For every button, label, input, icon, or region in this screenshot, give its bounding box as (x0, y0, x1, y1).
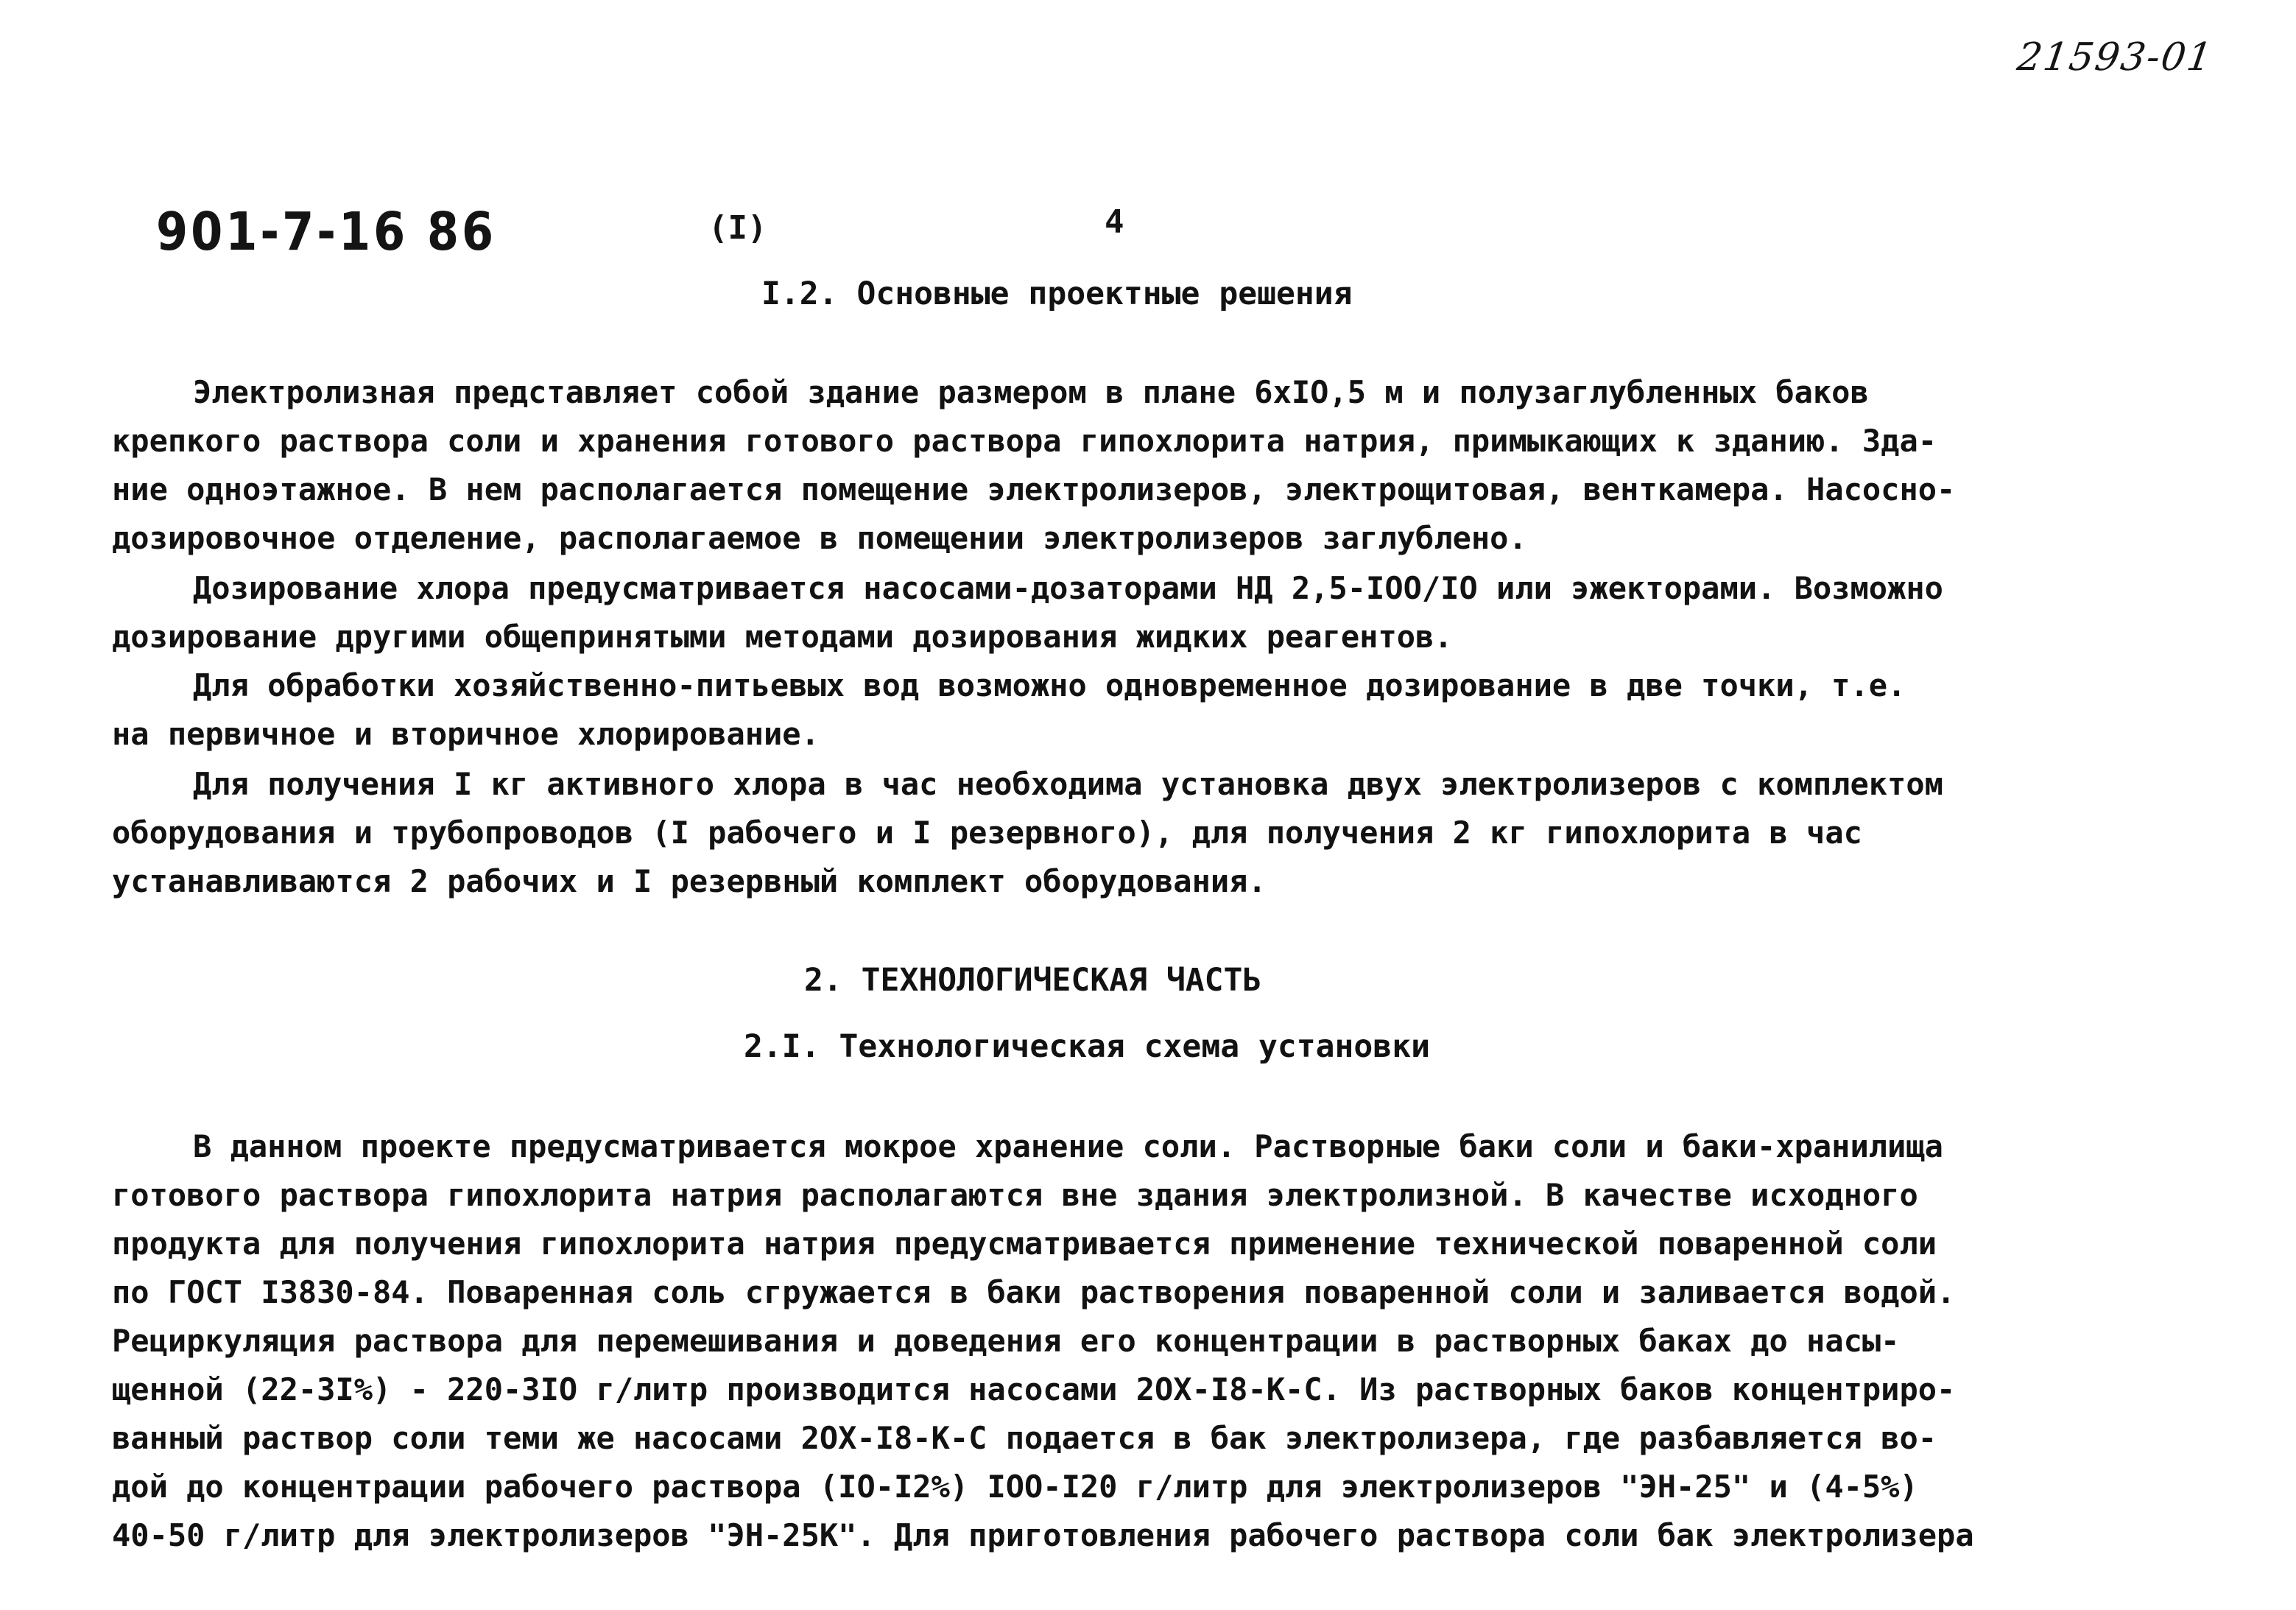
paragraph-line: Электролизная представляет собой здание размером в плане 6хIO,5 м и полузаглубленных баков (193, 374, 1869, 410)
paragraph-line: Для получения I кг активного хлора в час необходима установка двух электролизеров с комплектом (193, 766, 1943, 802)
section-heading: I.2. Основные проектные решения (761, 275, 1353, 312)
paragraph-line: ванный раствор соли теми же насосами 2ОХ-I8-К-С подается в бак электролизера, где разбавляется во- (112, 1420, 1937, 1456)
paragraph-line: на первичное и вторичное хлорирование. (112, 716, 820, 752)
paragraph-line: продукта для получения гипохлорита натрия предусматривается применение технической поваренной соли (112, 1226, 1937, 1262)
section-heading: 2. ТЕХНОЛОГИЧЕСКАЯ ЧАСТЬ (804, 962, 1262, 999)
paragraph-line: готового раствора гипохлорита натрия располагаются вне здания электролизной. В качестве исходного (112, 1177, 1918, 1213)
paragraph-line: по ГОСТ I3830-84. Поваренная соль сгружается в баки растворения поваренной соли и заливается водой. (112, 1274, 1956, 1310)
paragraph-line: дозировочное отделение, располагаемое в помещении электролизеров заглублено. (112, 520, 1527, 556)
document-part: (I) (708, 209, 767, 247)
page-number: 4 (1105, 203, 1124, 241)
paragraph-line: крепкого раствора соли и хранения готового раствора гипохлорита натрия, примыкающих к зданию. Зда- (112, 423, 1937, 459)
paragraph-line: ние одноэтажное. В нем располагается помещение электролизеров, электрощитовая, венткамера. Насосно- (112, 471, 1956, 507)
paragraph-line: дой до концентрации рабочего раствора (IO-I2%) IOO-I20 г/литр для электролизеров "ЭН-25" и (4-5%) (112, 1469, 1918, 1505)
paragraph-line: Рециркуляция раствора для перемешивания и доведения его концентрации в растворных баках до насы- (112, 1323, 1900, 1359)
paragraph-line: оборудования и трубопроводов (I рабочего и I резервного), для получения 2 кг гипохлорита в час (112, 815, 1862, 851)
paragraph-line: В данном проекте предусматривается мокрое хранение соли. Растворные баки соли и баки-хранилища (193, 1128, 1943, 1164)
paragraph-line: дозирование другими общепринятыми методами дозирования жидких реагентов. (112, 619, 1453, 655)
subsection-heading: 2.I. Технологическая схема установки (744, 1028, 1430, 1065)
document-code: 901-7-16 86 (156, 200, 497, 263)
paragraph-line: 40-50 г/литр для электролизеров "ЭН-25К". Для приготовления рабочего раствора соли бак электролизера (112, 1517, 1974, 1553)
paragraph-line: щенной (22-3I%) - 220-3IO г/литр производится насосами 2ОХ-I8-К-С. Из растворных баков концентриро- (112, 1371, 1956, 1407)
paragraph-line: Дозирование хлора предусматривается насосами-дозаторами НД 2,5-IOO/IO или эжекторами. Возможно (193, 570, 1943, 606)
paragraph-line: устанавливаются 2 рабочих и I резервный комплект оборудования. (112, 863, 1267, 899)
paragraph-line: Для обработки хозяйственно-питьевых вод возможно одновременное дозирование в две точки, т.е. (193, 667, 1906, 703)
handwritten-archive-number: 21593-01 (2014, 35, 2216, 80)
